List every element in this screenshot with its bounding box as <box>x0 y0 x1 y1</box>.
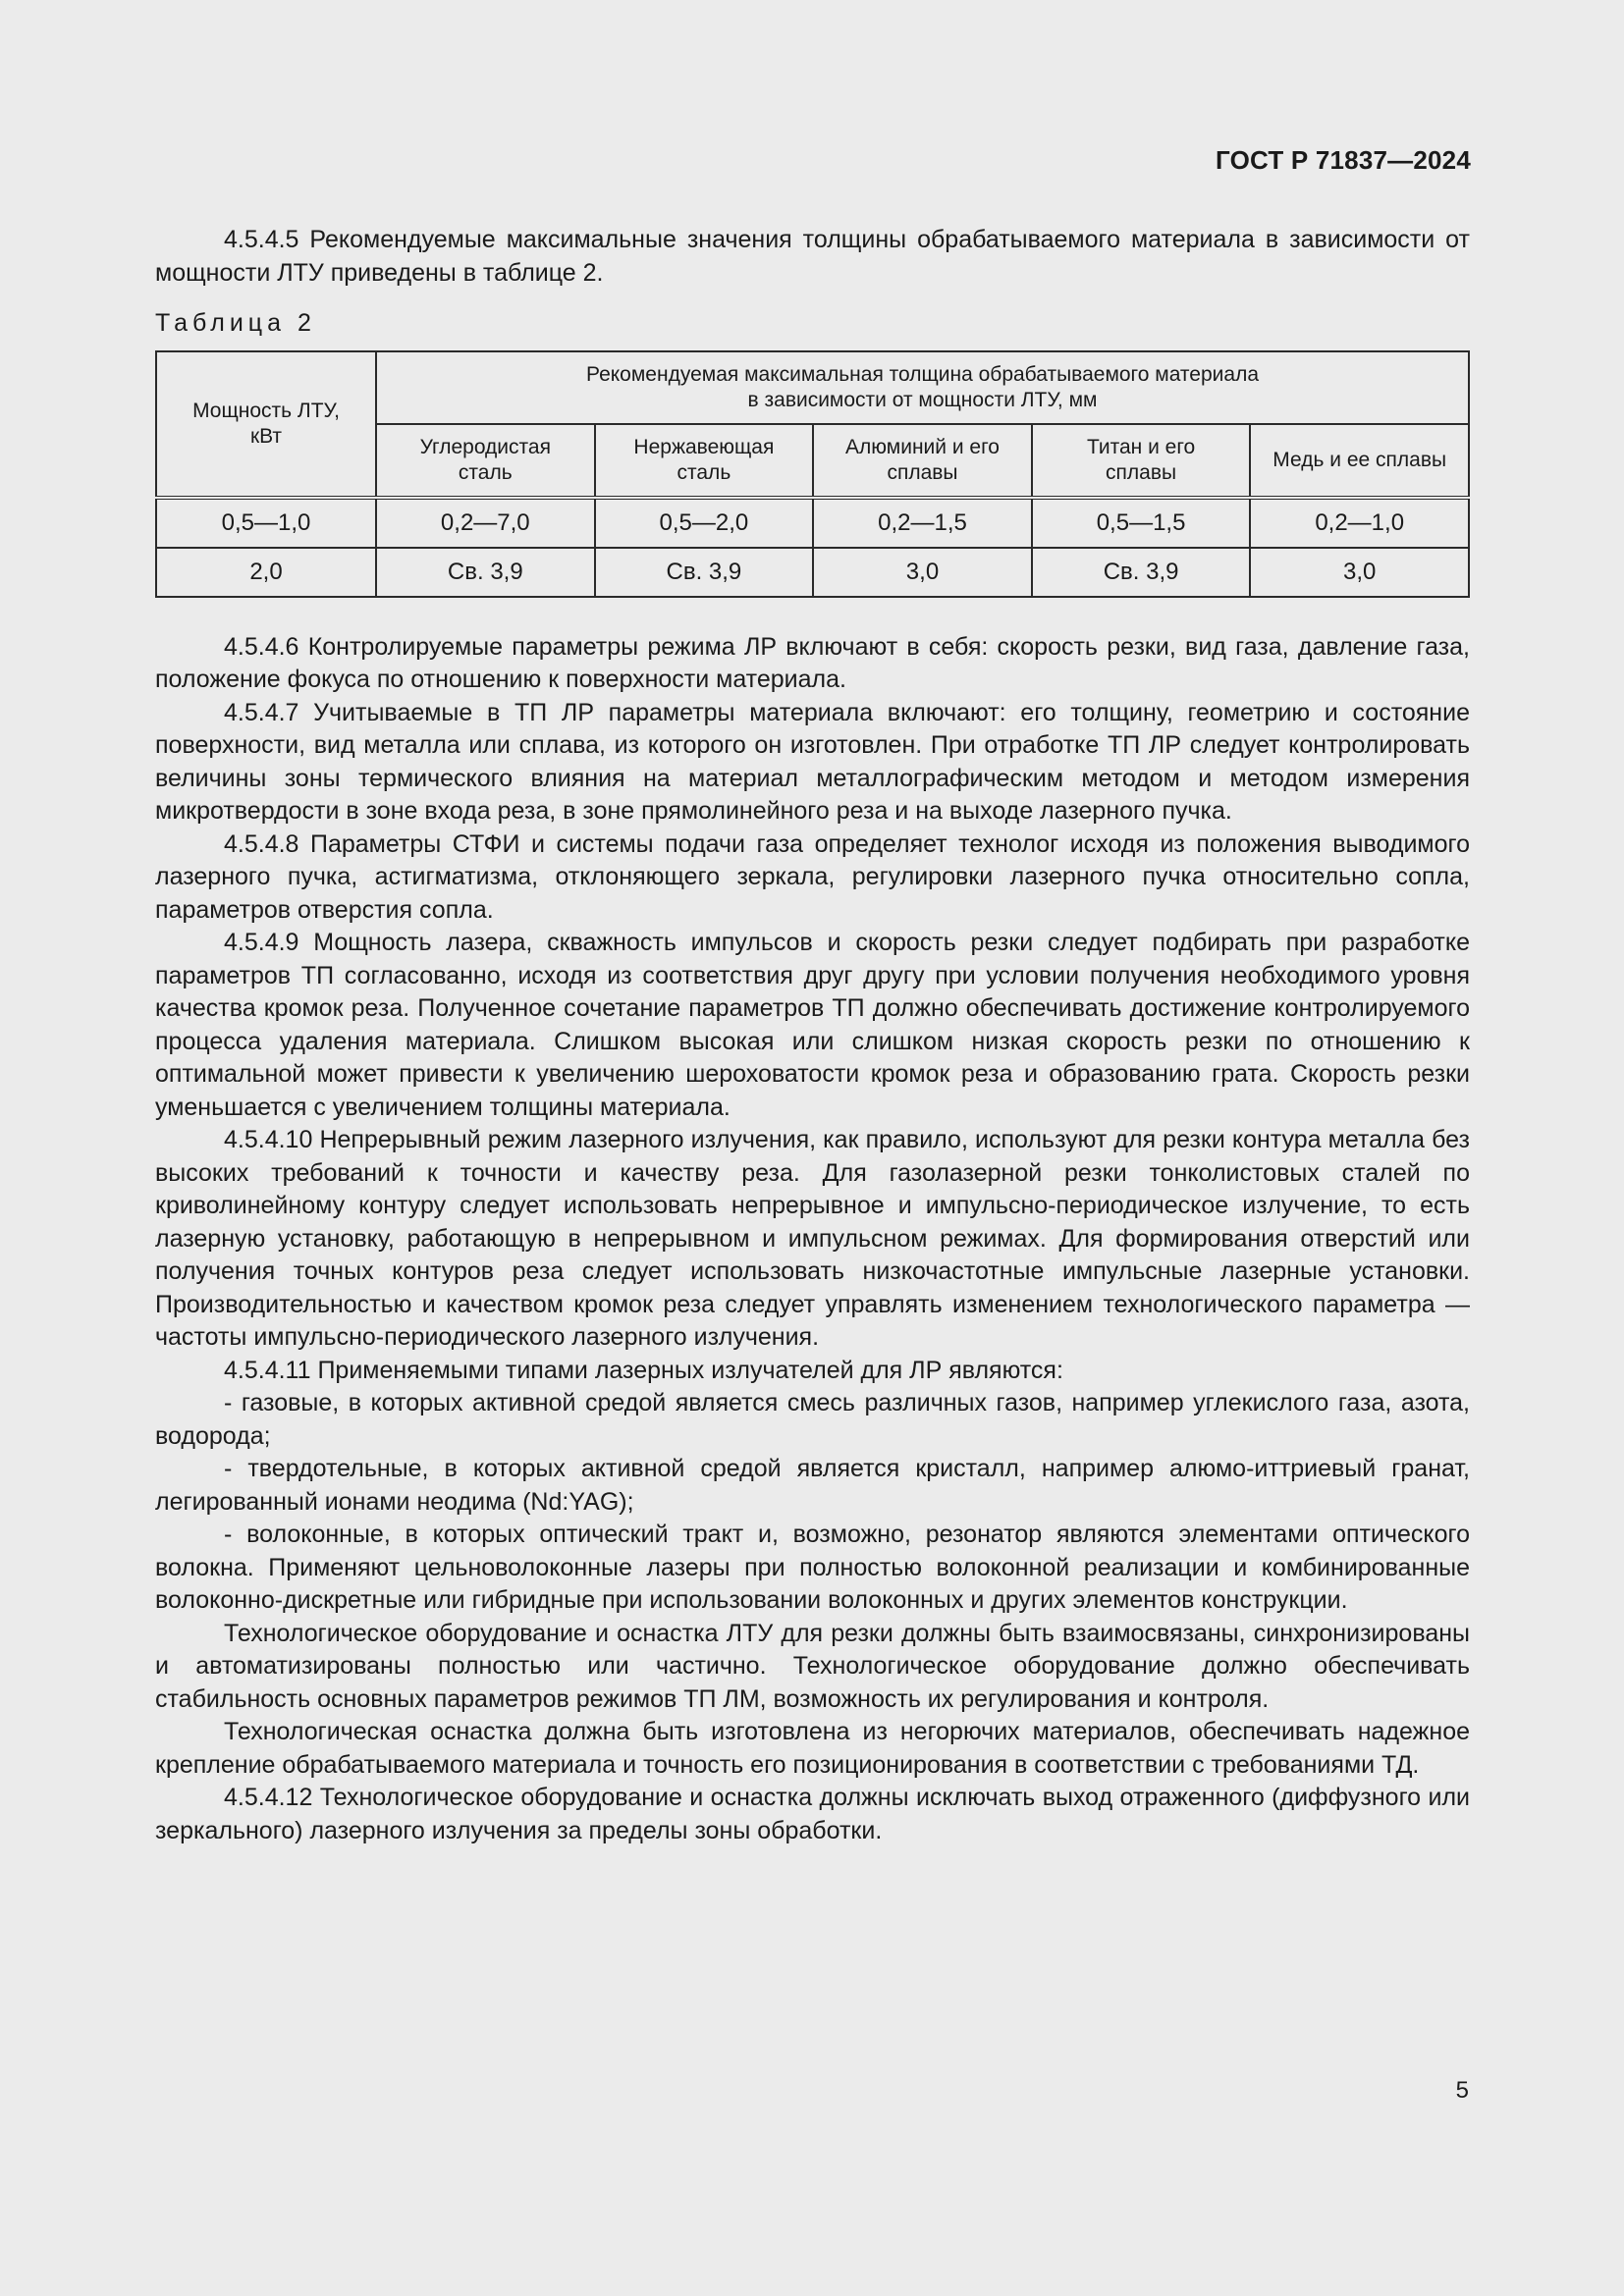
column-header-titanium: Титан и его сплавы <box>1032 424 1251 498</box>
power-header: Мощность ЛТУ, кВт <box>156 351 376 498</box>
table-cell: 0,2—1,5 <box>813 498 1032 548</box>
paragraph-4-5-4-8: 4.5.4.8 Параметры СТФИ и системы подачи газа определяет технолог исходя из положения выводимого лазерного пучка, астигматизма, отклоняющего зеркала, регулировки лазерного пучка относительно сопла, параметров отверстия сопла. <box>155 829 1470 924</box>
table-row <box>156 548 1469 597</box>
column-header-aluminium: Алюминий и его сплавы <box>813 424 1032 498</box>
page-content <box>155 224 1470 1847</box>
table-cell: 3,0 <box>813 548 1032 597</box>
paragraph-4-5-4-7: 4.5.4.7 Учитываемые в ТП ЛР параметры материала включают: его толщину, геометрию и состояние поверхности, вид металла или сплава, из которого он изготовлен. При отработке ТП ЛР следует контролировать величины зоны термического влияния на материал металлографическим методом и методом измерения микротвердости в зоне входа реза, в зоне прямолинейного реза и на выходе лазерного пучка. <box>155 698 1470 825</box>
table-cell: Св. 3,9 <box>376 548 595 597</box>
paragraph-4-5-4-11: 4.5.4.11 Применяемыми типами лазерных излучателей для ЛР являются: <box>224 1356 1063 1384</box>
table-row <box>156 498 1469 548</box>
table-cell: 2,0 <box>156 548 376 597</box>
table-cell: Св. 3,9 <box>1032 548 1251 597</box>
paragraph-tooling: Технологическая оснастка должна быть изготовлена из негорючих материалов, обеспечивать надежное крепление обрабатываемого материала и точность его позиционирования в соответствии с требованиями ТД. <box>155 1718 1470 1779</box>
column-header-stainless-steel: Нержавеющая сталь <box>595 424 814 498</box>
paragraph-equipment: Технологическое оборудование и оснастка ЛТУ для резки должны быть взаимосвязаны, синхронизированы и автоматизированы полностью или частично. Технологическое оборудование должно обеспечивать стабильность основных параметров режимов ТП ЛМ, возможность их регулирования и контроля. <box>155 1619 1470 1713</box>
thickness-table <box>155 350 1470 598</box>
intro-paragraph: 4.5.4.5 Рекомендуемые максимальные значения толщины обрабатываемого материала в зависимости от мощности ЛТУ приведены в таблице 2. <box>155 226 1470 287</box>
page-number: 5 <box>1455 2077 1469 2104</box>
table-cell: 0,2—7,0 <box>376 498 595 548</box>
table-cell: 3,0 <box>1250 548 1469 597</box>
table-cell: 0,5—2,0 <box>595 498 814 548</box>
column-header-copper: Медь и ее сплавы <box>1250 424 1469 498</box>
table-cell: 0,5—1,5 <box>1032 498 1251 548</box>
paragraph-4-5-4-10: 4.5.4.10 Непрерывный режим лазерного излучения, как правило, используют для резки контура металла без высоких требований к точности и качеству реза. Для газолазерной резки тонколистовых сталей по криволинейному контуру следует использовать непрерывное и импульсно-периодическое излучение, то есть лазерную установку, работающую в непрерывном и импульсном режимах. Для формирования отверстий или получения точных контуров реза следует использовать низкочастотные импульсные лазерные установки. Производительностью и качеством кромок реза следует управлять изменением технологического параметра — частоты импульсно-периодического лазерного излучения. <box>155 1126 1470 1351</box>
paragraph-4-5-4-9: 4.5.4.9 Мощность лазера, скважность импульсов и скорость резки следует подбирать при разработке параметров ТП согласованно, исходя из соответствия друг другу при условии получения необходимого уровня качества кромок реза. Полученное сочетание параметров ТП должно обеспечивать достижение контролируемого процесса удаления материала. Слишком высокая или слишком низкая скорость резки по отношению к оптимальной может привести к увеличению шероховатости кромок реза и образованию грата. Скорость резки уменьшается с увеличением толщины материала. <box>155 929 1470 1121</box>
paragraph-4-5-4-6: 4.5.4.6 Контролируемые параметры режима ЛР включают в себя: скорость резки, вид газа, давление газа, положение фокуса по отношению к поверхности материала. <box>155 632 1470 693</box>
thickness-group-header: Рекомендуемая максимальная толщина обрабатываемого материала в зависимости от мощности ЛТУ, мм <box>376 351 1469 424</box>
list-item-gas-lasers: - газовые, в которых активной средой является смесь различных газов, например углекислого газа, азота, водорода; <box>155 1389 1470 1450</box>
paragraph-4-5-4-12: 4.5.4.12 Технологическое оборудование и оснастка должны исключать выход отраженного (диффузного или зеркального) лазерного излучения за пределы зоны обработки. <box>155 1784 1470 1844</box>
table-cell: Св. 3,9 <box>595 548 814 597</box>
document-header: ГОСТ Р 71837—2024 <box>1216 145 1471 175</box>
table-caption: Таблица 2 <box>155 309 316 337</box>
list-item-solid-state-lasers: - твердотельные, в которых активной средой является кристалл, например алюмо-иттриевый гранат, легированный ионами неодима (Nd:YAG); <box>155 1455 1470 1516</box>
column-header-carbon-steel: Углеродистая сталь <box>376 424 595 498</box>
table-cell: 0,5—1,0 <box>156 498 376 548</box>
list-item-fiber-lasers: - волоконные, в которых оптический тракт и, возможно, резонатор являются элементами оптического волокна. Применяют цельноволоконные лазеры при полностью волоконной реализации и комбинированные волоконно-дискретные или гибридные при использовании волоконных и других элементов конструкции. <box>155 1521 1470 1614</box>
table-cell: 0,2—1,0 <box>1250 498 1469 548</box>
